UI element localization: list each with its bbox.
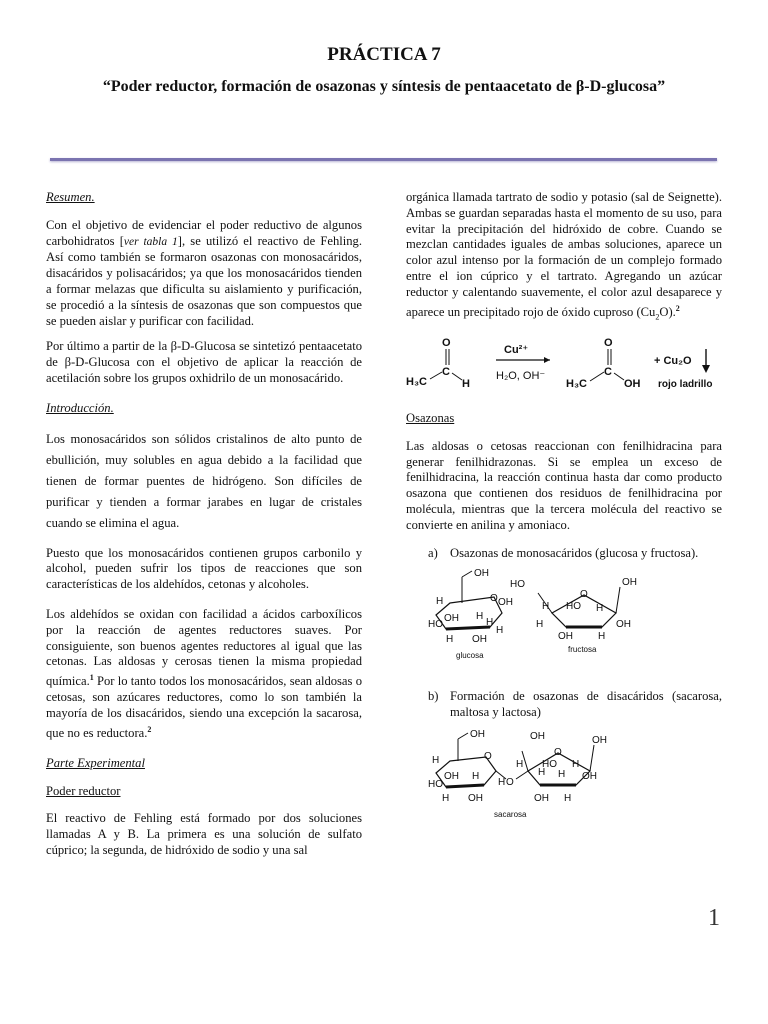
sucrose-caption: sacarosa bbox=[494, 810, 527, 820]
monosaccharide-structures bbox=[406, 567, 722, 667]
svg-text:OH: OH bbox=[530, 731, 545, 743]
intro-paragraph-3: Los aldehídos se oxidan con facilidad a ácidos carboxílicos por la reacción de agentes reductores suaves. Por consiguiente, son buenos agentes reductores al igual que las cetonas. Las aldosas y cerosas tienen la misma propiedad química.$^1$ Por lo tanto todos los monosacáridos, sean aldosas o cetosas, son azúcares reductores, como lo son también la mayoría de los disacáridos, siendo una excepción la sacarosa, que no es reductora.$^2$ bbox=[46, 606, 362, 740]
reactant-h: H bbox=[462, 378, 470, 391]
glucose-caption: glucosa bbox=[456, 651, 484, 661]
product-oh: OH bbox=[624, 378, 641, 391]
header-divider bbox=[50, 158, 717, 161]
svg-text:HO: HO bbox=[428, 619, 443, 631]
reagent-conditions: H₂O, OH⁻ bbox=[496, 370, 546, 383]
svg-text:H: H bbox=[472, 771, 480, 783]
list-item-b: b) Formación de osazonas de disacáridos (sacarosa, maltosa y lactosa) bbox=[428, 689, 722, 720]
resumen-paragraph-1: Con el objetivo de evidenciar el poder reductivo de algunos carbohidratos [ver tabla 1], se utilizó el reactivo de Fehling. Así como también se formaron osazonas con monosacáridos, disacáridos y polisacáridos; ya que los monosacáridos tienden a formar melazas que dificulta su aislamiento y purificación, se procedió a la síntesis de osazonas que son compuestos que se pueden aislar y purificar con facilidad. bbox=[46, 217, 362, 328]
svg-text:H: H bbox=[536, 619, 544, 631]
svg-text:H: H bbox=[476, 611, 484, 623]
brick-red-label: rojo ladrillo bbox=[658, 379, 713, 391]
osazonas-heading: Osazonas bbox=[406, 411, 455, 426]
svg-text:OH: OH bbox=[592, 735, 607, 747]
svg-text:OH: OH bbox=[534, 793, 549, 805]
product-o: O bbox=[604, 337, 613, 350]
svg-text:H: H bbox=[442, 793, 450, 805]
resumen-paragraph-2: Por último a partir de la β-D-Glucosa se sintetizó pentaacetato de β-D-Glucosa con el objetivo de aplicar la reacción de acetilación sobre los grupos oxhidrilo de un monosacárido. bbox=[46, 339, 362, 385]
svg-text:H: H bbox=[598, 631, 606, 643]
page-subtitle: “Poder reductor, formación de osazonas y síntesis de pentaacetato de β-D-glucosa” bbox=[102, 78, 666, 95]
svg-text:H: H bbox=[538, 767, 546, 779]
svg-text:O: O bbox=[506, 777, 514, 789]
svg-text:OH: OH bbox=[622, 577, 637, 589]
svg-text:H: H bbox=[596, 603, 604, 615]
svg-text:HO: HO bbox=[510, 579, 525, 591]
osazonas-paragraph: Las aldosas o cetosas reaccionan con fenilhidracina para generar fenilhidrazonas. Si se emplea un exceso de fenilhidracina, la reacción continua hasta dar como producto osazona que contienen dos residuos de fenilhidracina por molécula, mientras que la tercera molécula del reactivo se convierte en anilina y amoniaco. bbox=[406, 438, 722, 532]
svg-text:OH: OH bbox=[474, 568, 489, 580]
reactant-h3c: H₃C bbox=[406, 376, 427, 389]
svg-text:O: O bbox=[484, 751, 492, 763]
product-h3c: H₃C bbox=[566, 378, 587, 391]
left-column bbox=[46, 190, 362, 869]
reactant-c: C bbox=[442, 366, 450, 379]
svg-text:OH: OH bbox=[444, 771, 459, 783]
svg-text:O: O bbox=[490, 593, 498, 605]
svg-text:H: H bbox=[436, 596, 444, 608]
fehling-reaction-diagram bbox=[406, 335, 722, 397]
page-title: PRÁCTICA 7 bbox=[327, 44, 441, 65]
poder-reductor-paragraph: El reactivo de Fehling está formado por dos soluciones llamadas A y B. La primera es una solución de sulfato cúprico; la segunda, de hidróxido de sodio y una sal bbox=[46, 811, 362, 857]
cuprous-oxide: + Cu₂O bbox=[654, 355, 692, 368]
svg-text:H: H bbox=[498, 777, 506, 789]
intro-paragraph-1: Los monosacáridos son sólidos cristalinos de alto punto de ebullición, muy solubles en agua debido a la facilidad que tienen de formar puentes de hidrógeno. Son difíciles de purificar y tienden a formar jarabes en lugar de cristales cuando se elimina el agua. bbox=[46, 431, 362, 530]
svg-text:H: H bbox=[486, 617, 494, 629]
list-item-a: a) Osazonas de monosacáridos (glucosa y fructosa). bbox=[428, 545, 699, 560]
svg-text:H: H bbox=[558, 769, 566, 781]
reagent-copper: Cu²⁺ bbox=[504, 344, 529, 357]
svg-text:OH: OH bbox=[616, 619, 631, 631]
svg-text:O: O bbox=[580, 589, 588, 601]
svg-text:OH: OH bbox=[582, 771, 597, 783]
parte-experimental-heading: Parte Experimental bbox=[46, 755, 145, 770]
table-reference: ver tabla 1 bbox=[123, 235, 178, 248]
svg-text:OH: OH bbox=[558, 631, 573, 643]
precipitate-arrow bbox=[702, 365, 710, 373]
svg-text:H: H bbox=[496, 625, 504, 637]
svg-text:HO: HO bbox=[542, 759, 557, 771]
svg-text:H: H bbox=[564, 793, 572, 805]
reactant-o: O bbox=[442, 337, 451, 350]
svg-text:OH: OH bbox=[444, 613, 459, 625]
reaction-arrow bbox=[544, 357, 550, 363]
svg-text:H: H bbox=[446, 634, 454, 646]
svg-text:H: H bbox=[542, 601, 550, 613]
svg-text:H: H bbox=[572, 759, 580, 771]
resumen-heading: Resumen. bbox=[46, 190, 95, 204]
right-column bbox=[406, 190, 722, 823]
page-number: 1 bbox=[708, 905, 720, 931]
svg-text:OH: OH bbox=[468, 793, 483, 805]
svg-text:HO: HO bbox=[566, 601, 581, 613]
svg-text:OH: OH bbox=[472, 634, 487, 646]
svg-text:H: H bbox=[432, 755, 440, 767]
svg-text:OH: OH bbox=[498, 597, 513, 609]
svg-text:O: O bbox=[554, 747, 562, 759]
fehling-continuation: orgánica llamada tartrato de sodio y potasio (sal de Seignette). Ambas se guardan separadas hasta el momento de su uso, para evitar la precipitación del hidróxido de cobre. Cuando se mezclan cantidades iguales de ambas soluciones, aparece un color azul intenso por la formación de un complejo formado entre el ion cúprico y el tartrato. Agregando un azúcar reductor y calentando suavemente, el color azul desaparece y aparece un precipitado rojo de óxido cuproso $(Cu_2O).^2$ bbox=[406, 190, 722, 322]
svg-text:H: H bbox=[516, 759, 524, 771]
intro-paragraph-2: Puesto que los monosacáridos contienen grupos carbonilo y alcohol, pueden sufrir los tipos de reacciones que son características de los aldehídos, cetonas y alcoholes. bbox=[46, 545, 362, 592]
svg-text:HO: HO bbox=[428, 779, 443, 791]
introduccion-heading: Introducción. bbox=[46, 400, 114, 415]
svg-text:OH: OH bbox=[470, 729, 485, 741]
fructose-caption: fructosa bbox=[568, 645, 597, 655]
sucrose-structure bbox=[406, 727, 722, 823]
poder-reductor-heading: Poder reductor bbox=[46, 783, 121, 798]
product-c: C bbox=[604, 366, 612, 379]
